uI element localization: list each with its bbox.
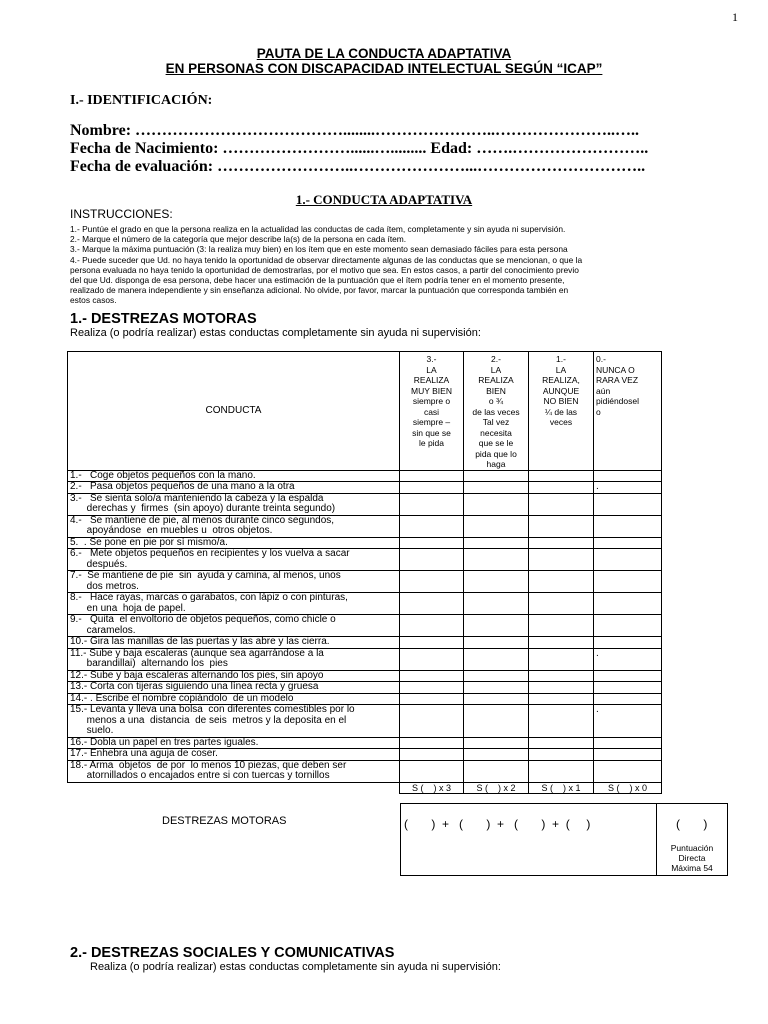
score-cell[interactable] (594, 749, 662, 761)
score-header-line: haga (486, 459, 506, 469)
score-cell[interactable] (464, 571, 529, 593)
score-cell[interactable] (529, 760, 594, 782)
score-cell[interactable] (594, 593, 662, 615)
score-cell[interactable] (464, 515, 529, 537)
page-number: 1 (732, 10, 738, 24)
subsection-1-description: Realiza (o podría realizar) estas conductas completamente sin ayuda ni supervisión: (70, 327, 481, 339)
score-cell[interactable] (529, 571, 594, 593)
table-row (68, 682, 662, 694)
conduct-item-line: 18.- Arma objetos de por lo menos 10 piezas, que deben ser (70, 759, 347, 771)
score-cell[interactable] (594, 670, 662, 682)
score-cell[interactable] (594, 482, 662, 494)
score-cell[interactable] (594, 693, 662, 705)
table-row (68, 637, 662, 649)
score-header-line: AUNQUE (542, 385, 580, 396)
score-cell[interactable] (529, 470, 594, 482)
score-cell[interactable] (594, 648, 662, 670)
score-cell[interactable] (400, 470, 464, 482)
score-cell[interactable] (529, 549, 594, 571)
score-cell[interactable] (464, 637, 529, 649)
score-cell[interactable] (400, 648, 464, 670)
conduct-item (68, 549, 400, 571)
score-column-header (529, 352, 594, 471)
score-header-line: 0.- (596, 354, 606, 364)
table-row (68, 705, 662, 738)
score-cell[interactable] (464, 493, 529, 515)
summary-formula: ( ) + ( ) + ( ) + ( ) (404, 817, 591, 831)
conduct-item (68, 593, 400, 615)
score-header-line: pidiéndosel (596, 396, 640, 406)
score-header-line: Tal vez (482, 417, 510, 427)
score-header-line: LA (555, 364, 567, 375)
score-header-line: de las veces (472, 406, 520, 417)
conduct-item-line: menos a una distancia de seis metros y la deposita en el (70, 714, 347, 726)
conduct-item (68, 705, 400, 738)
conduct-item-line: 8.- Hace rayas, marcas o garabatos, con lápiz o con pinturas, (70, 592, 348, 603)
table-row (68, 537, 662, 549)
score-cell[interactable] (464, 760, 529, 782)
summary-result: ( ) (676, 817, 708, 831)
table-row (68, 760, 662, 782)
conduct-item-line: 17.- Enhebra una aguja de coser. (70, 748, 218, 759)
conduct-item-line: dos metros. (70, 580, 139, 592)
conduct-item-line: barandillai) alternando los pies (70, 658, 228, 669)
instruction-line: 1.- Puntúe el grado en que la persona realiza en la actualidad las conductas de cada ítem, completamente y sin ayuda ni supervisión. (70, 224, 566, 234)
score-header-line: veces (549, 417, 573, 427)
score-cell[interactable] (529, 648, 594, 670)
summary-note-line: Máxima 54 (671, 863, 713, 873)
table-row (68, 482, 662, 494)
score-cell[interactable] (594, 705, 662, 738)
instruction-line: realizado de manera independiente y sin enseñanza adicional. No olvide, por favor, marcar la puntuación que corresponda también en (70, 285, 569, 296)
conduct-item-line: 12.- Sube y baja escaleras alternando los pies, sin apoyo (70, 669, 324, 681)
conduct-item-line: 15.- Levanta y lleva una bolsa con diferentes comestibles por lo (70, 704, 355, 715)
conduct-item (68, 482, 400, 494)
score-cell[interactable] (400, 637, 464, 649)
conduct-item (68, 749, 400, 761)
score-column-header (594, 352, 662, 471)
instruction-line: 3.- Marque la máxima puntuación (3: la realiza muy bien) en los ítem que en este momento sean demasiado fáciles para esta persona (70, 244, 568, 255)
score-cell[interactable] (529, 482, 594, 494)
conduct-item-line: atornillados o encajados entre si con tuercas y tornillos (70, 770, 330, 781)
score-cell[interactable] (529, 615, 594, 637)
instruction-line: 2.- Marque el número de la categoría que mejor describe la(s) de la persona en cada ítem. (70, 234, 407, 245)
table-header-row (68, 352, 662, 471)
score-cell[interactable] (529, 670, 594, 682)
score-cell[interactable] (529, 637, 594, 649)
score-cell[interactable] (594, 493, 662, 515)
table-row (68, 515, 662, 537)
score-cell[interactable] (464, 537, 529, 549)
totals-spacer (68, 782, 400, 794)
score-header-line: o (596, 406, 601, 417)
title-line-2: EN PERSONAS CON DISCAPACIDAD INTELECTUAL SEGÚN “ICAP” (165, 61, 603, 76)
score-header-line: NUNCA O (596, 364, 635, 375)
score-cell[interactable] (464, 737, 529, 749)
score-header-line: sin que se (412, 427, 451, 438)
score-cell[interactable] (400, 537, 464, 549)
table-row (68, 549, 662, 571)
score-header-line: REALIZA, (542, 375, 580, 385)
score-cell[interactable] (594, 615, 662, 637)
subsection-2-title: 2.- DESTREZAS SOCIALES Y COMUNICATIVAS (70, 945, 395, 961)
score-cell[interactable] (400, 493, 464, 515)
score-header-line: 1.- (556, 354, 566, 364)
score-column-header (464, 352, 529, 471)
conduct-item-line: suelo. (70, 725, 114, 736)
conduct-item-line: 11.- Sube y baja escaleras (aunque sea agarrándose a la (70, 647, 324, 659)
table-row (68, 693, 662, 705)
score-cell[interactable] (529, 749, 594, 761)
score-cell[interactable] (594, 515, 662, 537)
score-cell[interactable] (400, 482, 464, 494)
score-cell[interactable] (464, 615, 529, 637)
score-mark: . (596, 481, 599, 492)
score-cell[interactable] (464, 593, 529, 615)
conduct-item-line: apoyándose en muebles u otros objetos. (70, 525, 273, 536)
score-cell[interactable] (594, 470, 662, 482)
score-cell[interactable] (594, 737, 662, 749)
section-1-title: 1.- CONDUCTA ADAPTATIVA (295, 192, 473, 207)
summary-label: DESTREZAS MOTORAS (162, 815, 287, 827)
field-fecha-evaluacion: Fecha de evaluación: ……………………..…………………...………………………….. (70, 158, 646, 175)
conduct-item-line: 13.- Corta con tijeras siguiendo una línea recta y gruesa (70, 681, 319, 692)
score-cell[interactable] (529, 693, 594, 705)
conduct-item-line: 14.- . Escribe el nombre copiándolo de un modelo (70, 692, 294, 704)
conduct-item (68, 693, 400, 705)
score-cell[interactable] (594, 549, 662, 571)
score-cell[interactable] (400, 682, 464, 694)
conduct-item-line: caramelos. (70, 624, 136, 636)
score-header-line: le pida (418, 438, 445, 448)
score-cell[interactable] (464, 682, 529, 694)
totals-row (68, 782, 662, 794)
instructions-label: INSTRUCCIONES: (70, 207, 173, 221)
score-header-line: casi (423, 406, 440, 417)
score-cell[interactable] (464, 670, 529, 682)
instruction-line: persona evaluada no haya tenido la oportunidad de demostrarlas, por el motivo que sea. En estos casos, a partir del conocimiento previo (70, 264, 579, 275)
score-mark: . (596, 704, 599, 715)
table-row (68, 571, 662, 593)
score-header-line: 2.- (491, 354, 501, 364)
score-column-header (400, 352, 464, 471)
table-row (68, 470, 662, 482)
conduct-item-line: 10.- Gira las manillas de las puertas y las abre y las cierra. (70, 636, 330, 647)
score-header-line: ¼ de las (544, 406, 578, 417)
total-cell: S ( ) x 1 (529, 782, 594, 794)
instruction-line: del que Ud. disponga de esa persona, debe hacer una estimación de la puntuación que el ítem podría tener en el momento presente, (70, 275, 565, 285)
table-row (68, 593, 662, 615)
score-cell[interactable] (400, 760, 464, 782)
score-header-line: LA (490, 364, 502, 375)
score-cell[interactable] (400, 593, 464, 615)
conduct-item-line: 1.- Coge objetos pequeños con la mano. (70, 469, 256, 481)
score-cell[interactable] (594, 682, 662, 694)
subsection-1-title: 1.- DESTREZAS MOTORAS (70, 311, 257, 327)
conduct-item (68, 493, 400, 515)
total-cell: S ( ) x 3 (400, 782, 464, 794)
title-line-1: PAUTA DE LA CONDUCTA ADAPTATIVA (256, 46, 512, 61)
identification-heading: I.- IDENTIFICACIÓN: (70, 93, 213, 108)
score-cell[interactable] (464, 549, 529, 571)
conduct-item-line: 4.- Se mantiene de pie, al menos durante cinco segundos, (70, 514, 335, 526)
score-header-line: que se le (478, 438, 514, 448)
table-row (68, 493, 662, 515)
conduct-item (68, 470, 400, 482)
conduct-item-line: después. (70, 558, 128, 570)
score-header-line: pida que lo (475, 448, 517, 459)
score-cell[interactable] (594, 537, 662, 549)
score-cell[interactable] (464, 749, 529, 761)
score-cell[interactable] (400, 571, 464, 593)
conduct-item (68, 760, 400, 782)
field-fecha-nacimiento: Fecha de Nacimiento: ……………………......…......... Edad: …….…………………….. (70, 140, 649, 157)
instruction-line: estos casos. (70, 295, 117, 306)
score-header-line: 3.- (426, 354, 437, 364)
score-cell[interactable] (400, 693, 464, 705)
conduct-item-line: 9.- Quita el envoltorio de objetos pequeños, como chicle o (70, 614, 336, 625)
conduct-item-line: 6.- Mete objetos pequeños en recipientes y los vuelva a sacar (70, 548, 350, 559)
score-header-line: LA (426, 364, 437, 375)
score-header-line: RARA VEZ (596, 375, 639, 385)
score-header-line: necesita (480, 427, 512, 438)
table-row (68, 615, 662, 637)
conduct-item-line: 2.- Pasa objetos pequeños de una mano a la otra (70, 481, 295, 492)
score-cell[interactable] (529, 737, 594, 749)
score-header-line: REALIZA (413, 375, 450, 385)
conduct-item-line: 5. . Se pone en pie por sí mismo/a. (70, 536, 228, 548)
total-cell: S ( ) x 0 (594, 782, 662, 794)
score-cell[interactable] (529, 515, 594, 537)
score-header-line: NO BIEN (543, 396, 579, 406)
table-row (68, 670, 662, 682)
score-header-line: BIEN (486, 385, 506, 396)
subsection-2-description: Realiza (o podría realizar) estas conductas completamente sin ayuda ni supervisión: (90, 961, 501, 973)
score-cell[interactable] (400, 737, 464, 749)
conduct-item-line: 3.- Se sienta solo/a manteniendo la cabeza y la espalda (70, 492, 324, 504)
conduct-item-line: en una hoja de papel. (70, 602, 186, 614)
conduct-item (68, 737, 400, 749)
score-cell[interactable] (400, 749, 464, 761)
score-cell[interactable] (529, 593, 594, 615)
conduct-item (68, 537, 400, 549)
field-nombre: Nombre: …………………………………........…………………..…………………..….. (70, 122, 640, 139)
score-cell[interactable] (594, 571, 662, 593)
table-row (68, 749, 662, 761)
conduct-item (68, 615, 400, 637)
score-cell[interactable] (529, 493, 594, 515)
score-header-line: siempre o (412, 396, 451, 406)
score-cell[interactable] (464, 482, 529, 494)
conduct-item (68, 515, 400, 537)
score-cell[interactable] (400, 705, 464, 738)
conduct-item (68, 637, 400, 649)
score-cell[interactable] (464, 648, 529, 670)
score-header-line: siempre – (412, 417, 451, 427)
table-row (68, 648, 662, 670)
conduct-item-line: derechas y firmes (sin apoyo) durante treinta segundo) (70, 503, 336, 514)
conduct-item-line: 16.- Dobla un papel en tres partes iguales. (70, 736, 259, 748)
conduct-item (68, 682, 400, 694)
table-row (68, 737, 662, 749)
conduct-item-line: 7.- Se mantiene de pie sin ayuda y camina, al menos, unos (70, 570, 341, 581)
score-cell[interactable] (594, 760, 662, 782)
score-cell[interactable] (464, 470, 529, 482)
conduct-item (68, 670, 400, 682)
score-cell[interactable] (464, 705, 529, 738)
score-cell[interactable] (529, 682, 594, 694)
score-cell[interactable] (594, 637, 662, 649)
conduct-item (68, 648, 400, 670)
score-cell[interactable] (400, 515, 464, 537)
score-cell[interactable] (464, 693, 529, 705)
score-header-line: o ¾ (488, 396, 504, 406)
conduct-header: CONDUCTA (68, 352, 400, 471)
score-mark: . (596, 647, 599, 659)
score-cell[interactable] (400, 670, 464, 682)
total-cell: S ( ) x 2 (464, 782, 529, 794)
summary-note-line: Puntuación (670, 843, 714, 853)
score-cell[interactable] (400, 615, 464, 637)
summary-note (658, 843, 726, 873)
summary-note-line: Directa (678, 853, 706, 863)
score-cell[interactable] (529, 537, 594, 549)
conduct-table (67, 351, 662, 794)
score-cell[interactable] (400, 549, 464, 571)
score-header-line: REALIZA (478, 375, 514, 385)
instruction-line: 4.- Puede suceder que Ud. no haya tenido la oportunidad de observar directamente algunas de las conductas que se mencionan, o que la (70, 254, 583, 265)
score-header-line: MUY BIEN (411, 385, 452, 396)
score-header-line: aún (596, 385, 611, 396)
conduct-item (68, 571, 400, 593)
score-cell[interactable] (529, 705, 594, 738)
